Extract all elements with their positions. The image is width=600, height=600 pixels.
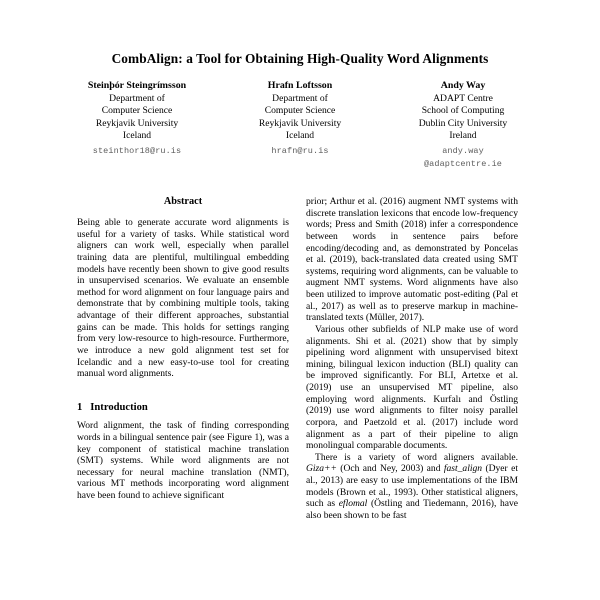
page-title: CombAlign: a Tool for Obtaining High-Quality Word Alignments <box>111 51 489 66</box>
author-name: Hrafn Loftsson <box>267 80 333 91</box>
right-column <box>306 196 518 600</box>
right-column-paragraph-3 <box>306 452 518 522</box>
author-affiliation-line: Iceland <box>285 130 315 142</box>
para3-seg4: (Östling and Tiedemann, 2016), have also been shown to be fast <box>306 498 518 521</box>
body-columns <box>0 196 600 600</box>
abstract-heading: Abstract <box>163 196 203 207</box>
right-column-paragraph-2: Various other subfields of NLP make use of word alignments. Shi et al. (2021) show that by simply pipelining word alignment with unsupervised bitext mining, bilingual lexicon induction (BLI) quality can be improved significantly. For BLI, Artetxe et al. (2019) use an unsupervised MT pipeline, also employing word alignments. Kurfalı and Östling (2019) use word alignments to filter noisy parallel corpora, and Paetzold et al. (2017) include word alignment as a part of their pipeline to align monolingual comparable documents. <box>306 323 518 452</box>
section-title: Introduction <box>90 401 148 413</box>
author-entry-2 <box>225 80 375 170</box>
section-number: 1 <box>77 401 83 413</box>
author-email[interactable]: andy.way <box>442 146 484 157</box>
author-block <box>0 67 600 170</box>
author-affiliation-line: Computer Science <box>264 105 336 117</box>
author-affiliation-line: Computer Science <box>101 105 173 117</box>
author-entry-3 <box>388 80 538 170</box>
author-email[interactable]: hrafn@ru.is <box>271 146 329 157</box>
tool-name-giza: Giza++ <box>306 463 337 475</box>
author-affiliation-line: Ireland <box>449 130 477 142</box>
author-affiliation-line: Dublin City University <box>418 117 508 129</box>
para3-seg1: There is a variety of word aligners available. <box>315 451 518 463</box>
para3-seg3: (Dyer et al., 2013) are easy to use implementations of the IBM models (Brown et al., 1993). Other statistical aligners, such as <box>306 463 518 510</box>
author-affiliation-line: Reykjavik University <box>258 117 342 129</box>
author-affiliation-line: Iceland <box>122 130 152 142</box>
author-affiliation-line: Department of <box>109 92 165 104</box>
para3-seg2: (Och and Ney, 2003) and <box>336 463 444 475</box>
author-affiliation-line: School of Computing <box>421 105 505 117</box>
left-column <box>77 196 289 600</box>
introduction-paragraph-1: Word alignment, the task of finding corresponding words in a bilingual sentence pair (see Figure 1), was a key component of statistical machine translation (SMT) systems. While word alignments are not necessary for neural machine translation (NMT), various MT methods incorporating word alignment have been found to achieve significant <box>77 420 289 501</box>
author-name: Steinþór Steingrímsson <box>87 80 187 91</box>
author-affiliation-line: Reykjavik University <box>95 117 179 129</box>
author-affiliation-line: Department of <box>272 92 328 104</box>
tool-name-eflomal: eflomal <box>338 498 368 510</box>
tool-name-fast-align: fast_align <box>443 463 483 475</box>
author-affiliation-line: ADAPT Centre <box>433 92 493 104</box>
author-entry-1 <box>62 80 212 170</box>
author-email-continued[interactable]: @adaptcentre.ie <box>423 158 502 169</box>
right-column-paragraph-continued: prior; Arthur et al. (2016) augment NMT systems with discrete translation lexicons that encode low-frequency words; Press and Smith (2018) infer a correspondence between words in sentence pairs before encoding/decoding and, as demonstrated by Poncelas et al. (2019), back-translated data created using SMT systems, requiring word alignments, can be valuable to augment NMT systems. Word alignments have also been utilized to improve automatic post-editing (Pal et al., 2017) as well as to preserve markup in machine-translated texts (Müller, 2017). <box>306 196 518 324</box>
abstract-text: Being able to generate accurate word alignments is useful for a variety of tasks. While statistical word aligners can work well, especially when parallel training data are plentiful, multilingual embedding models have recently been shown to give good results in unsupervised scenarios. We evaluate an ensemble method for word alignment on four language pairs and demonstrate that by combining multiple tools, taking advantage of their different approaches, substantial gains can be made. This holds for settings ranging from very low-resource to high-resource. Furthermore, we introduce a new gold alignment test set for Icelandic and a new easy-to-use tool for creating manual word alignments. <box>77 217 289 380</box>
author-name: Andy Way <box>440 80 486 91</box>
section-heading-introduction <box>77 402 289 414</box>
author-email[interactable]: steinthor18@ru.is <box>92 146 182 157</box>
